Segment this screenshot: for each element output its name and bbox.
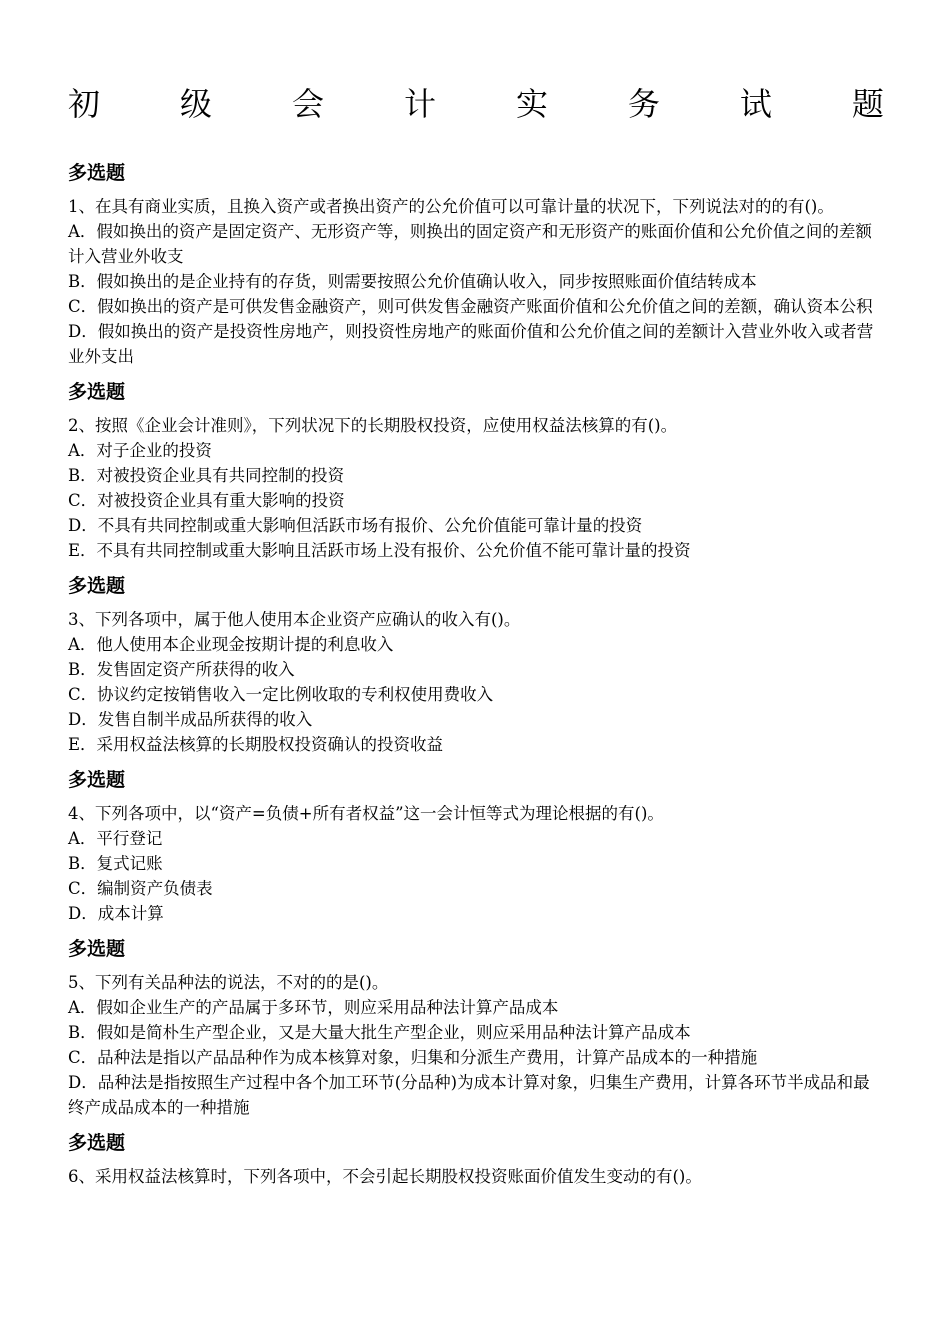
question-sections [68, 160, 884, 1189]
option-d: D．发售自制半成品所获得的收入 [68, 710, 313, 729]
option-d: D．假如换出的资产是投资性房地产，则投资性房地产的账面价值和公允价值之间的差额计入营业外收入或者营业外支出 [68, 322, 874, 366]
option-a: A．平行登记 [68, 829, 163, 848]
question-text: 6、采用权益法核算时，下列各项中，不会引起长期股权投资账面价值发生变动的有()。 [68, 1167, 702, 1186]
option-a: A．假如企业生产的产品属于多环节，则应采用品种法计算产品成本 [68, 998, 559, 1017]
question-section-1 [68, 160, 884, 369]
option-d: D．成本计算 [68, 904, 164, 923]
question-section-6 [68, 1130, 884, 1189]
option-list [68, 219, 884, 369]
question-section-2 [68, 379, 884, 563]
question-section-4 [68, 767, 884, 926]
option-b: B．假如是简朴生产型企业，又是大量大批生产型企业，则应采用品种法计算产品成本 [68, 1023, 691, 1042]
option-a: A．他人使用本企业现金按期计提的利息收入 [68, 635, 394, 654]
option-d: D．品种法是指按照生产过程中各个加工环节(分品种)为成本计算对象，归集生产费用，计算各环节半成品和最终产成品成本的一种措施 [68, 1073, 870, 1117]
title-char: 级 [179, 85, 212, 123]
option-e: E．采用权益法核算的长期股权投资确认的投资收益 [68, 735, 444, 754]
title-char: 题 [851, 85, 884, 123]
option-list [68, 826, 884, 926]
option-c: C．协议约定按销售收入一定比例收取的专利权使用费收入 [68, 685, 494, 704]
section-heading: 多选题 [68, 1132, 126, 1154]
document-title [68, 84, 884, 124]
title-char: 务 [627, 85, 660, 123]
option-c: C．品种法是指以产品品种作为成本核算对象，归集和分派生产费用，计算产品成本的一种措施 [68, 1048, 758, 1067]
option-e: E．不具有共同控制或重大影响且活跃市场上没有报价、公允价值不能可靠计量的投资 [68, 541, 691, 560]
section-heading: 多选题 [68, 162, 126, 184]
option-a: A．假如换出的资产是固定资产、无形资产等，则换出的固定资产和无形资产的账面价值和公允价值之间的差额计入营业外收支 [68, 222, 872, 266]
question-text: 5、下列有关品种法的说法，不对的的是()。 [68, 973, 389, 992]
option-list [68, 438, 884, 563]
section-heading: 多选题 [68, 575, 126, 597]
option-b: B．复式记账 [68, 854, 163, 873]
option-b: B．对被投资企业具有共同控制的投资 [68, 466, 345, 485]
section-heading: 多选题 [68, 769, 126, 791]
option-list [68, 632, 884, 757]
option-d: D．不具有共同控制或重大影响但活跃市场有报价、公允价值能可靠计量的投资 [68, 516, 643, 535]
question-text: 4、下列各项中，以“资产=负债+所有者权益”这一会计恒等式为理论根据的有()。 [68, 804, 664, 823]
option-b: B．假如换出的是企业持有的存货，则需要按照公允价值确认收入，同步按照账面价值结转成本 [68, 272, 757, 291]
question-section-5 [68, 936, 884, 1120]
question-text: 3、下列各项中，属于他人使用本企业资产应确认的收入有()。 [68, 610, 521, 629]
question-text: 1、在具有商业实质，且换入资产或者换出资产的公允价值可以可靠计量的状况下，下列说法对的的有()。 [68, 197, 834, 216]
title-char: 会 [291, 85, 324, 123]
section-heading: 多选题 [68, 938, 126, 960]
question-section-3 [68, 573, 884, 757]
option-c: C．假如换出的资产是可供发售金融资产，则可供发售金融资产账面价值和公允价值之间的差额，确认资本公积 [68, 297, 873, 316]
option-c: C．编制资产负债表 [68, 879, 213, 898]
option-b: B．发售固定资产所获得的收入 [68, 660, 295, 679]
option-list [68, 995, 884, 1120]
title-char: 试 [739, 85, 772, 123]
document-page [68, 0, 884, 1199]
option-c: C．对被投资企业具有重大影响的投资 [68, 491, 345, 510]
title-char: 实 [515, 85, 548, 123]
title-char: 计 [403, 85, 436, 123]
option-a: A．对子企业的投资 [68, 441, 212, 460]
section-heading: 多选题 [68, 381, 126, 403]
title-char: 初 [68, 85, 101, 123]
question-text: 2、按照《企业会计准则》，下列状况下的长期股权投资，应使用权益法核算的有()。 [68, 416, 678, 435]
